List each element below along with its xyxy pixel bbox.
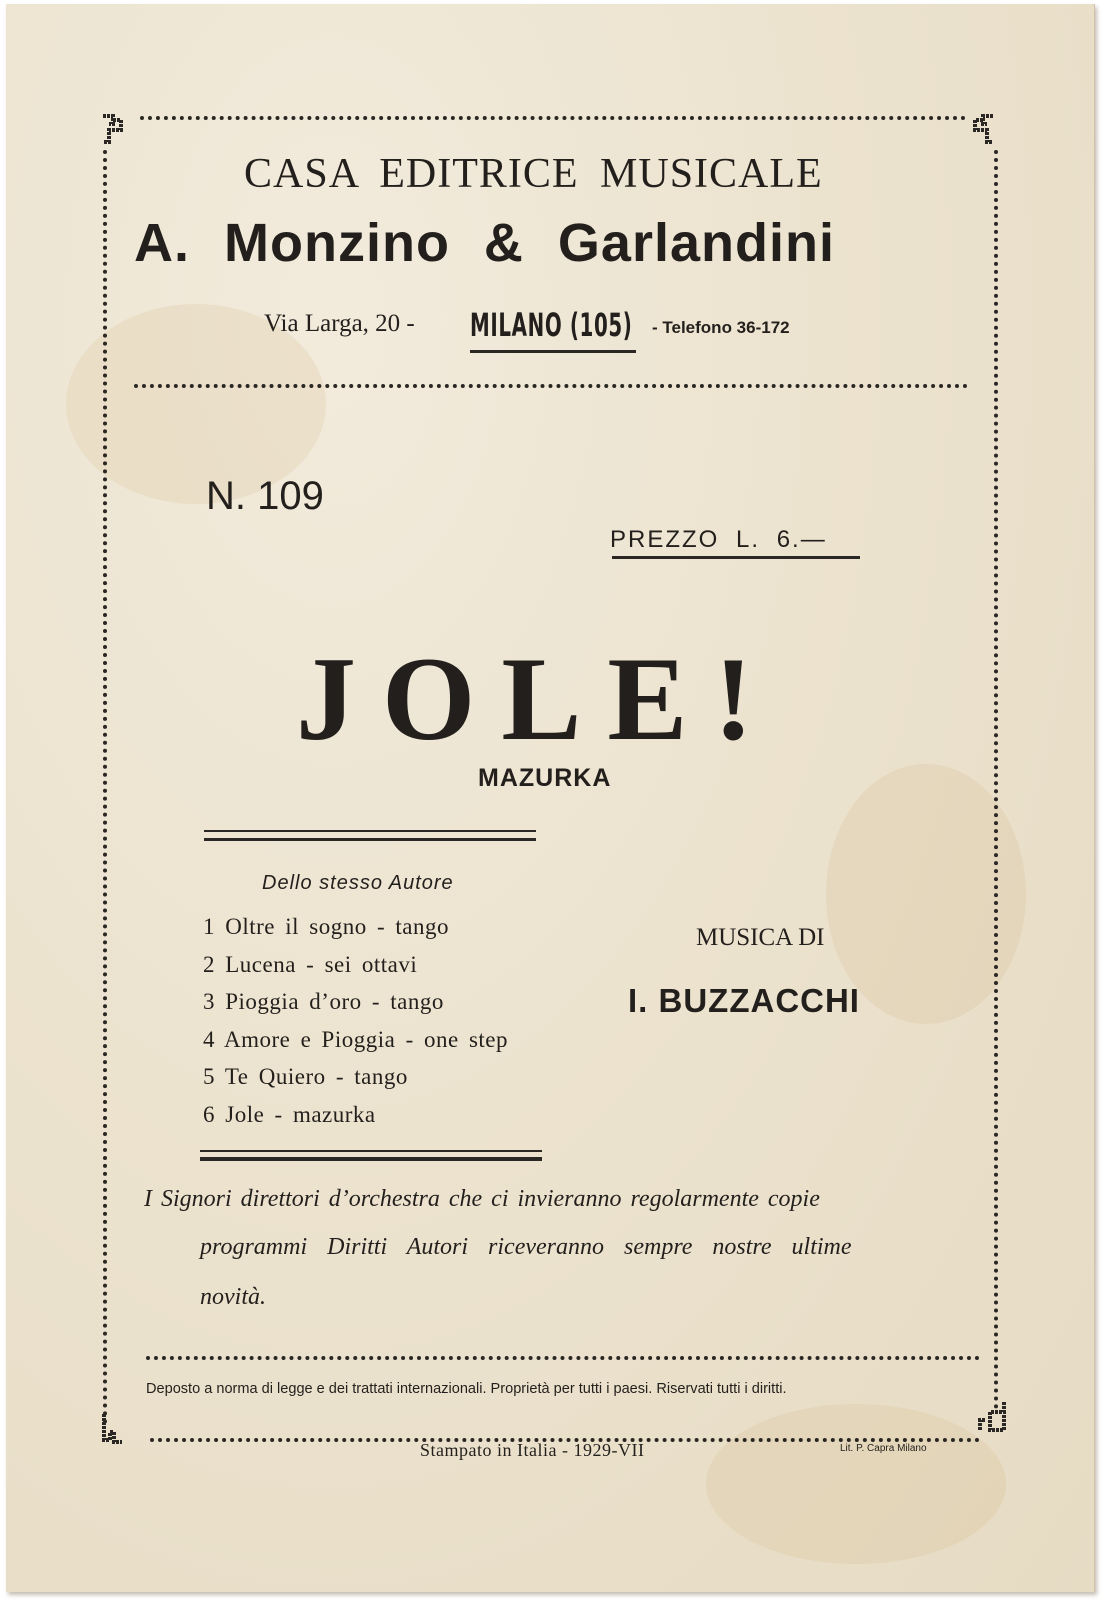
list-rule-top (204, 830, 536, 832)
frame-border-left (103, 150, 107, 1425)
other-works-heading: Dello stesso Autore (262, 872, 454, 894)
publisher-heading: CASA EDITRICE MUSICALE (244, 151, 823, 197)
list-rule-bottom (200, 1150, 542, 1152)
list-item-text: Amore e Pioggia - one step (223, 1027, 509, 1052)
list-item-text: Oltre il sogno - tango (225, 914, 449, 939)
price-label: PREZZO L. 6.— (610, 526, 827, 553)
song-title: JOLE! (296, 632, 780, 765)
list-rule-bottom (200, 1157, 542, 1161)
corner-ornament-icon (976, 1400, 1010, 1434)
paper-stain (706, 1404, 1006, 1564)
list-item (203, 914, 449, 940)
list-item (203, 952, 417, 978)
frame-border-top (140, 116, 966, 120)
price-underline (612, 556, 860, 559)
publisher-name: A. Monzino & Garlandini (134, 213, 835, 273)
edition-number: N. 109 (206, 474, 324, 518)
header-divider (134, 384, 968, 388)
frame-border-right (994, 150, 998, 1410)
corner-ornament-icon (962, 112, 996, 146)
legal-notice: Deposto a norma di legge e dei trattati internazionali. Proprietà per tutti i paesi. Riservati tutti i diritti. (146, 1380, 787, 1397)
composer-label: MUSICA DI (696, 924, 825, 951)
list-item-text: Lucena - sei ottavi (225, 952, 418, 977)
list-item (203, 1027, 508, 1053)
song-genre: MAZURKA (478, 764, 612, 792)
notice-line-1: I Signori direttori d’orchestra che ci invieranno regolarmente copie (144, 1186, 820, 1212)
corner-ornament-icon (100, 112, 134, 146)
list-item-number: 5 (203, 1064, 215, 1089)
list-item (203, 1064, 408, 1090)
city-underline (470, 350, 636, 353)
publisher-phone: - Telefono 36-172 (652, 318, 790, 337)
notice-line-3: novità. (200, 1284, 266, 1310)
publisher-city: MILANO (105) (470, 306, 633, 344)
list-item-number: 4 (203, 1027, 215, 1052)
printed-in: Stampato in Italia - 1929-VII (420, 1440, 645, 1460)
list-rule-top (204, 838, 536, 841)
list-item-number: 3 (203, 989, 215, 1014)
list-item-number: 6 (203, 1102, 215, 1127)
list-item-number: 2 (203, 952, 215, 977)
publisher-address: Via Larga, 20 - (264, 310, 415, 337)
legal-divider (146, 1356, 980, 1360)
list-item-text: Te Quiero - tango (224, 1064, 408, 1089)
list-item (203, 989, 444, 1015)
list-item-text: Pioggia d’oro - tango (225, 989, 444, 1014)
printer-credit: Lit. P. Capra Milano (840, 1443, 927, 1454)
list-item-text: Jole - mazurka (225, 1102, 376, 1127)
composer-name: I. BUZZACCHI (628, 982, 860, 1019)
corner-ornament-icon (100, 1412, 134, 1446)
list-item-number: 1 (203, 914, 215, 939)
notice-line-2: programmi Diritti Autori riceveranno sempre nostre ultime (200, 1234, 852, 1260)
list-item (203, 1102, 376, 1128)
